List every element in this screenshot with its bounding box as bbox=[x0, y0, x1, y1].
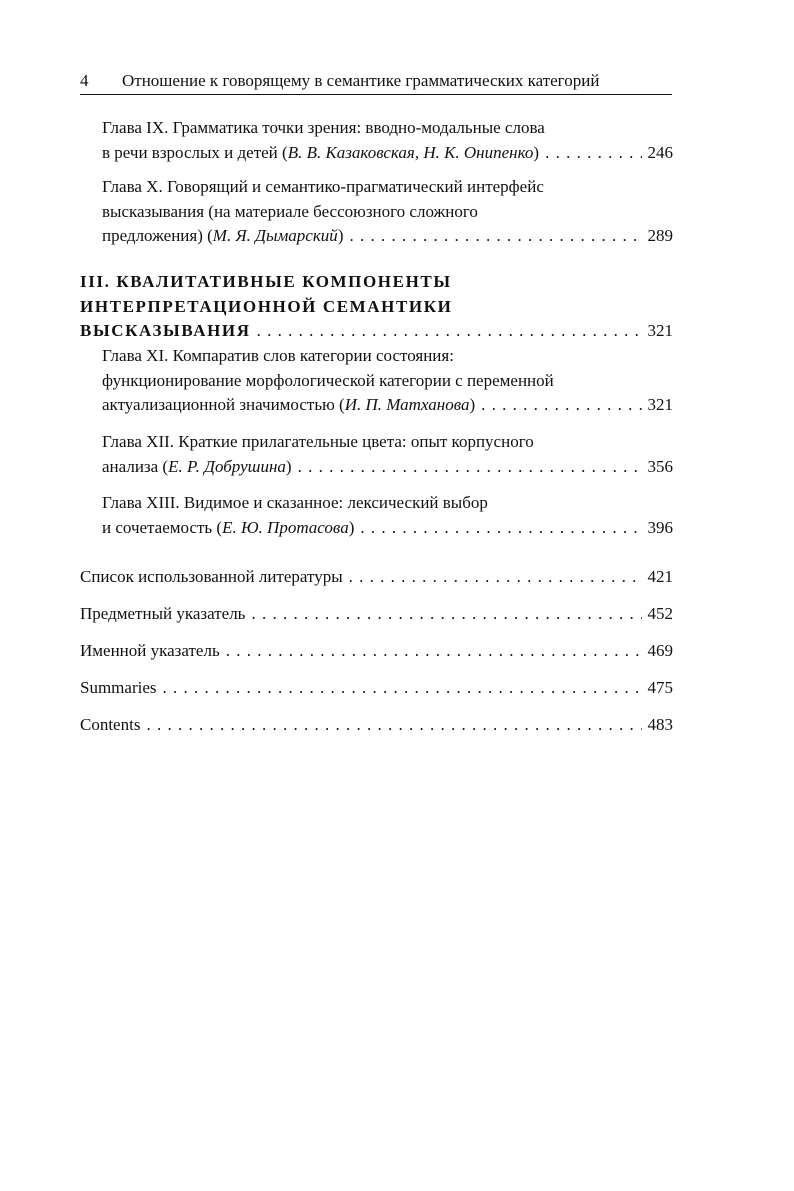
dot-leader bbox=[349, 224, 641, 249]
toc-entry-contents: Contents . . . 483 bbox=[80, 713, 673, 738]
toc-section-3: III. КВАЛИТАТИВНЫЕ КОМПОНЕНТЫ ИНТЕРПРЕТАЦИОННОЙ СЕМАНТИКИ ВЫСКАЗЫВАНИЯ . . . 321 bbox=[80, 270, 673, 344]
entry-authors: Е. Ю. Протасова bbox=[222, 517, 349, 537]
entry-page-number: 289 bbox=[647, 226, 673, 245]
toc-entry-chapter-11: Глава XI. Компаратив слов категории состояния: функционирование морфологической категории с переменной актуализационной значимостью (И. П. Матханова) . . . 321 bbox=[102, 344, 673, 418]
toc-entry-references: Список использованной литературы . . . 421 bbox=[80, 565, 673, 590]
running-head bbox=[80, 70, 672, 95]
dot-leader bbox=[251, 602, 641, 627]
entry-authors: И. П. Матханова bbox=[344, 395, 470, 414]
toc-entry-summaries: Summaries . . . 475 bbox=[80, 676, 673, 701]
toc-entry-chapter-13: Глава XIII. Видимое и сказанное: лексический выбор и сочетаемость (Е. Ю. Протасова) . . . 396 bbox=[102, 491, 673, 540]
entry-title-line: высказывания (на материале бессоюзного сложного bbox=[102, 201, 478, 221]
dot-leader bbox=[163, 676, 642, 701]
running-title: Отношение к говорящему в семантике грамматических категорий bbox=[122, 71, 600, 90]
entry-title-line: Глава XI. Компаратив слов категории состояния: bbox=[102, 346, 454, 365]
entry-page-number: 396 bbox=[647, 517, 673, 537]
entry-title-line: функционирование морфологической категории с переменной bbox=[102, 370, 554, 390]
entry-title-line: Глава X. Говорящий и семантико-прагматический интерфейс bbox=[102, 177, 544, 196]
toc-entry-name-index: Именной указатель . . . 469 bbox=[80, 639, 673, 664]
entry-page-number: 469 bbox=[647, 641, 673, 660]
dot-leader bbox=[226, 639, 642, 664]
entry-authors: М. Я. Дымарский bbox=[212, 226, 338, 245]
entry-page-number: 321 bbox=[647, 395, 673, 414]
entry-page-number: 356 bbox=[647, 456, 673, 476]
page-number: 4 bbox=[80, 71, 89, 90]
entry-authors: В. В. Казаковская, Н. К. Онипенко bbox=[287, 142, 534, 162]
dot-leader bbox=[349, 565, 642, 590]
toc-entry-chapter-9: Глава IX. Грамматика точки зрения: вводно-модальные слова в речи взрослых и детей (В. В. Казаковская, Н. К. Онипенко) . . . 246 bbox=[102, 116, 673, 165]
dot-leader bbox=[146, 713, 641, 738]
entry-page-number: 475 bbox=[647, 678, 673, 697]
entry-page-number: 246 bbox=[647, 142, 673, 162]
entry-title-line: Глава XII. Краткие прилагательные цвета: опыт корпусного bbox=[102, 432, 534, 451]
dot-leader bbox=[481, 393, 641, 418]
entry-page-number: 321 bbox=[647, 321, 673, 340]
dot-leader bbox=[257, 319, 642, 344]
dot-leader bbox=[360, 516, 641, 541]
entry-page-number: 483 bbox=[647, 715, 673, 734]
toc-entry-subject-index: Предметный указатель . . . 452 bbox=[80, 602, 673, 627]
entry-title-line: Глава IX. Грамматика точки зрения: вводно-модальные слова bbox=[102, 118, 545, 137]
dot-leader bbox=[298, 455, 642, 480]
toc-entry-chapter-12: Глава XII. Краткие прилагательные цвета: опыт корпусного анализа (Е. Р. Добрушина) . . . 356 bbox=[102, 430, 673, 479]
dot-leader bbox=[545, 141, 641, 166]
entry-authors: Е. Р. Добрушина bbox=[168, 456, 286, 476]
entry-page-number: 421 bbox=[647, 567, 673, 586]
section-title-line: ИНТЕРПРЕТАЦИОННОЙ СЕМАНТИКИ bbox=[80, 296, 453, 316]
entry-title-line: Глава XIII. Видимое и сказанное: лексический выбор bbox=[102, 493, 488, 512]
toc-entry-chapter-10: Глава X. Говорящий и семантико-прагматический интерфейс высказывания (на материале бессоюзного сложного предложения) (М. Я. Дымарский) . . . 289 bbox=[102, 175, 673, 249]
section-title-line: III. КВАЛИТАТИВНЫЕ КОМПОНЕНТЫ bbox=[80, 272, 452, 291]
entry-page-number: 452 bbox=[647, 604, 673, 623]
